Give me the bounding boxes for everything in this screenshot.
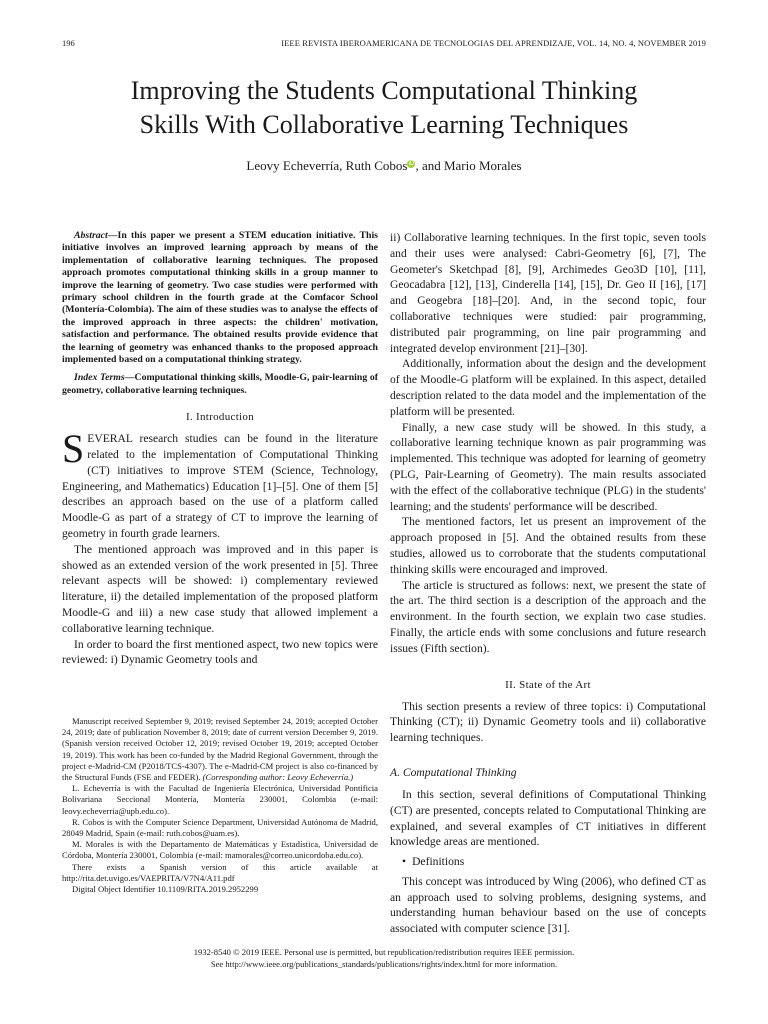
intro-paragraph-3: In order to board the first mentioned aspect, two new topics were reviewed: i) Dynamic Geometry tools and — [62, 637, 378, 667]
abstract-label: Abstract — [74, 230, 108, 241]
index-terms-label: Index Terms — [74, 372, 125, 384]
bullet-definitions: • Definitions — [402, 854, 706, 870]
footnote-author-3: M. Morales is with the Departamento de Matemáticas y Estadística, Universidad de Córdoba, Montería 230001, Colombia (e-mail: mamorales@correo.unicordoba.edu.co). — [62, 839, 378, 861]
orcid-icon[interactable]: iD — [408, 160, 415, 167]
right-paragraph-1: ii) Collaborative learning techniques. In the first topic, seven tools and their uses were analysed: Cabri-Geometry [6], [7], The Geometer's Sketchpad [8], [9], Archimedes Geo3D [10], [11], Geocadabra [12], [13], Cinderella [14], [15], Dr. Geo II [16], [17] and Geogebra [18]–[20]. And, in the second topic, four collaborative techniques were studied: pair programming, distributed pair programming, on line pair programming and integrated develop environment [21]–[30]. — [390, 231, 706, 355]
intro-paragraph-2: The mentioned approach was improved and in this paper is showed as an extended version of the work presented in [5]. Three relevant aspects will be showed: i) complementary reviewed literature, ii) the detailed implementation of the proposed platform Moodle-G and iii) a new case study that allowed implement a collaborative learning technique. — [62, 542, 378, 635]
footnote-manuscript — [62, 716, 378, 783]
subsection-heading-computational-thinking: A. Computational Thinking — [390, 765, 517, 779]
author-list — [0, 158, 768, 174]
right-paragraph-4: The mentioned factors, let us present an improvement of the approach proposed in [5]. And the obtained results from these studies, allowed us to corroborate that the students computational thinking skills were encouraged and improved. — [390, 515, 706, 576]
right-paragraph-3: Finally, a new case study will be showed. In this study, a collaborative learning technique known as pair programming was implemented. This technique was adopted for learning of geometry (PLG, Pair-Learning of Geometry). The main results associated with the effect of the collaborative technique (PLG) in the students' learning; and the students' performance will be described. — [390, 420, 706, 513]
page-number: 196 — [62, 38, 75, 48]
authors-part-2: , and Mario Morales — [415, 158, 522, 173]
ct-paragraph-2: This concept was introduced by Wing (2006), who defined CT as an approach used to solving problems, designing systems, and understanding human behaviour based on the use of concepts associated with computer science [31]. — [390, 874, 706, 936]
title-line-2: Skills With Collaborative Learning Techniques — [139, 110, 629, 139]
footnote-author-2: R. Cobos is with the Computer Science Department, Universidad Autónoma de Madrid, 28049 Madrid, Spain (e-mail: ruth.cobos@uam.es). — [62, 816, 378, 839]
abstract-paragraph — [62, 230, 378, 366]
title-line-1: Improving the Students Computational Thinking — [130, 76, 638, 105]
footnote-spanish-version: There exists a Spanish version of this article available at http://rita.det.uvigo.es/VAEPRITA/V7N4/A11.pdf — [62, 861, 378, 883]
section-heading-state-of-the-art: II. State of the Art — [505, 678, 591, 691]
copyright-line-2[interactable]: See http://www.ieee.org/publications_standards/publications/rights/index.html for more information. — [210, 959, 558, 969]
state-of-art-paragraph-1: This section presents a review of three topics: i) Computational Thinking (CT); ii) Dynamic Geometry tools and ii) collaborative learning techniques. — [390, 699, 706, 745]
intro-paragraph-1-text: EVERAL research studies can be found in the literature related to the implementation of Computational Thinking (CT) initiatives to improve STEM (Science, Technology, Engineering, and Mathematics) Education [1]–[5]. One of them [5] describes an approach based on the use of a platform called Moodle-G as part of a strategy of CT to improve the learning of geometry in fourth grade learners. — [62, 432, 378, 541]
intro-paragraph-1 — [62, 426, 378, 542]
section-heading-introduction: I. Introduction — [185, 411, 255, 424]
right-paragraph-2: Additionally, information about the design and the development of the Moodle-G platform will be explained. In this aspect, detailed description related to the data model and the implementation of the platform will be presented. — [390, 357, 706, 418]
index-terms-text: —Computational thinking skills, Moodle-G, pair-learning of geometry, collaborative learning techniques. — [62, 372, 378, 396]
copyright-line-1: 1932-8540 © 2019 IEEE. Personal use is permitted, but republication/redistribution requires IEEE permission. — [193, 947, 575, 957]
running-head: IEEE REVISTA IBEROAMERICANA DE TECNOLOGIAS DEL APRENDIZAJE, VOL. 14, NO. 4, NOVEMBER 2019 — [281, 38, 706, 48]
footnote-doi: Digital Object Identifier 10.1109/RITA.2019.2952299 — [72, 884, 259, 895]
footnote-manuscript-text: Manuscript received September 9, 2019; revised September 24, 2019; accepted October 24, 2019; date of publication November 8, 2019; date of current version December 9, 2019. (Spanish version received October 12, 2019; revised October 19, 2019; accepted October 19, 2019). This work has been co-funded by the Madrid Regional Government, through the project e-Madrid-CM (P2018/TCS-4307). The e-Madrid-CM project is also co-financed by the Structural Funds (FSE and FEDER). — [62, 716, 378, 783]
paper-title — [40, 74, 728, 142]
right-column — [390, 230, 706, 937]
copyright-notice — [40, 946, 728, 970]
index-terms-paragraph — [62, 372, 378, 397]
authors-part-1: Leovy Echeverría, Ruth Cobos — [246, 158, 408, 173]
right-paragraph-5: The article is structured as follows: next, we present the state of the art. The third section is a description of the approach and the environment. In the fourth section, we explain two case studies. Finally, the article ends with some conclusions and future research issues (Fifth section). — [390, 578, 706, 655]
left-column — [62, 230, 378, 668]
abstract-text: —In this paper we present a STEM education initiative. This initiative involves an improved learning approach by means of the implementation of collaborative learning techniques. The proposed approach promotes computational thinking skills in a group manner to improve the learning of geometry. Two case studies were performed with primary school children in the fourth grade at the Comfacor School (Montería-Colombia). The aim of these studies was to analyse the effects of the improved approach in three aspects: the children' motivation, satisfaction and performance. The obtained results provide evidence that the learning of geometry was enhanced thanks to the proposed approach implemented based on a computational thinking strategy. — [62, 230, 378, 366]
ct-paragraph-1: In this section, several definitions of Computational Thinking (CT) are presented, concepts related to Computational Thinking are explained, and several examples of CT initiatives in different knowledge areas are mentioned. — [390, 787, 706, 849]
drop-cap: S — [62, 426, 85, 472]
footnote-corresponding-author: (Corresponding author: Leovy Echeverría.) — [202, 772, 354, 783]
footnotes — [62, 716, 378, 895]
footnote-author-1: L. Echeverría is with the Facultad de Ingeniería Electrónica, Universidad Pontificia Bolivariana Seccional Montería, Montería 230001, Colombia (e-mail: leovy.echeverria@upb.edu.co). — [62, 783, 378, 816]
abstract-block — [62, 230, 378, 397]
